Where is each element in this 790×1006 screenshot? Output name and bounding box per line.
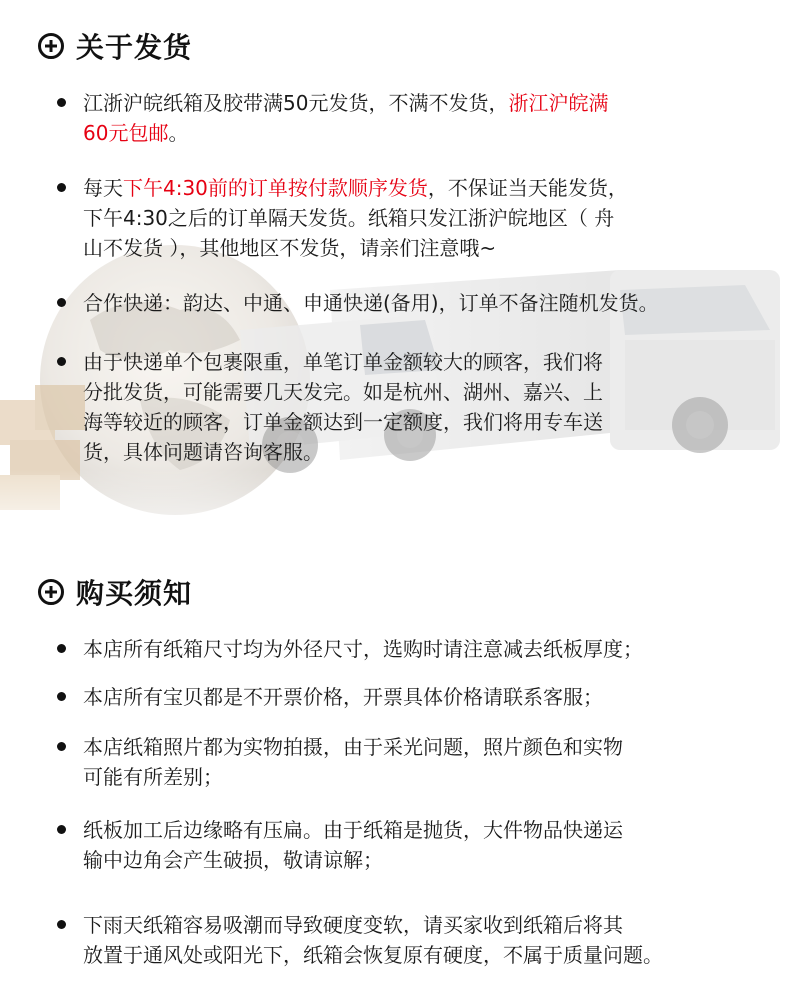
section-title: 购买须知 (76, 577, 193, 610)
bullet-icon (57, 920, 66, 929)
bullet-icon (57, 98, 66, 107)
bullet-icon (57, 644, 66, 653)
bullet-icon (57, 183, 66, 192)
plus-circle-icon (38, 579, 64, 605)
plus-circle-icon (38, 33, 64, 59)
bullet-icon (57, 742, 66, 751)
section-title: 关于发货 (76, 31, 193, 64)
bullet-icon (57, 298, 66, 307)
bullet-icon (57, 357, 66, 366)
purchase-section-header (38, 572, 192, 612)
bullet-icon (57, 692, 66, 701)
shipping-section-header (38, 26, 192, 66)
bullet-icon (57, 825, 66, 834)
